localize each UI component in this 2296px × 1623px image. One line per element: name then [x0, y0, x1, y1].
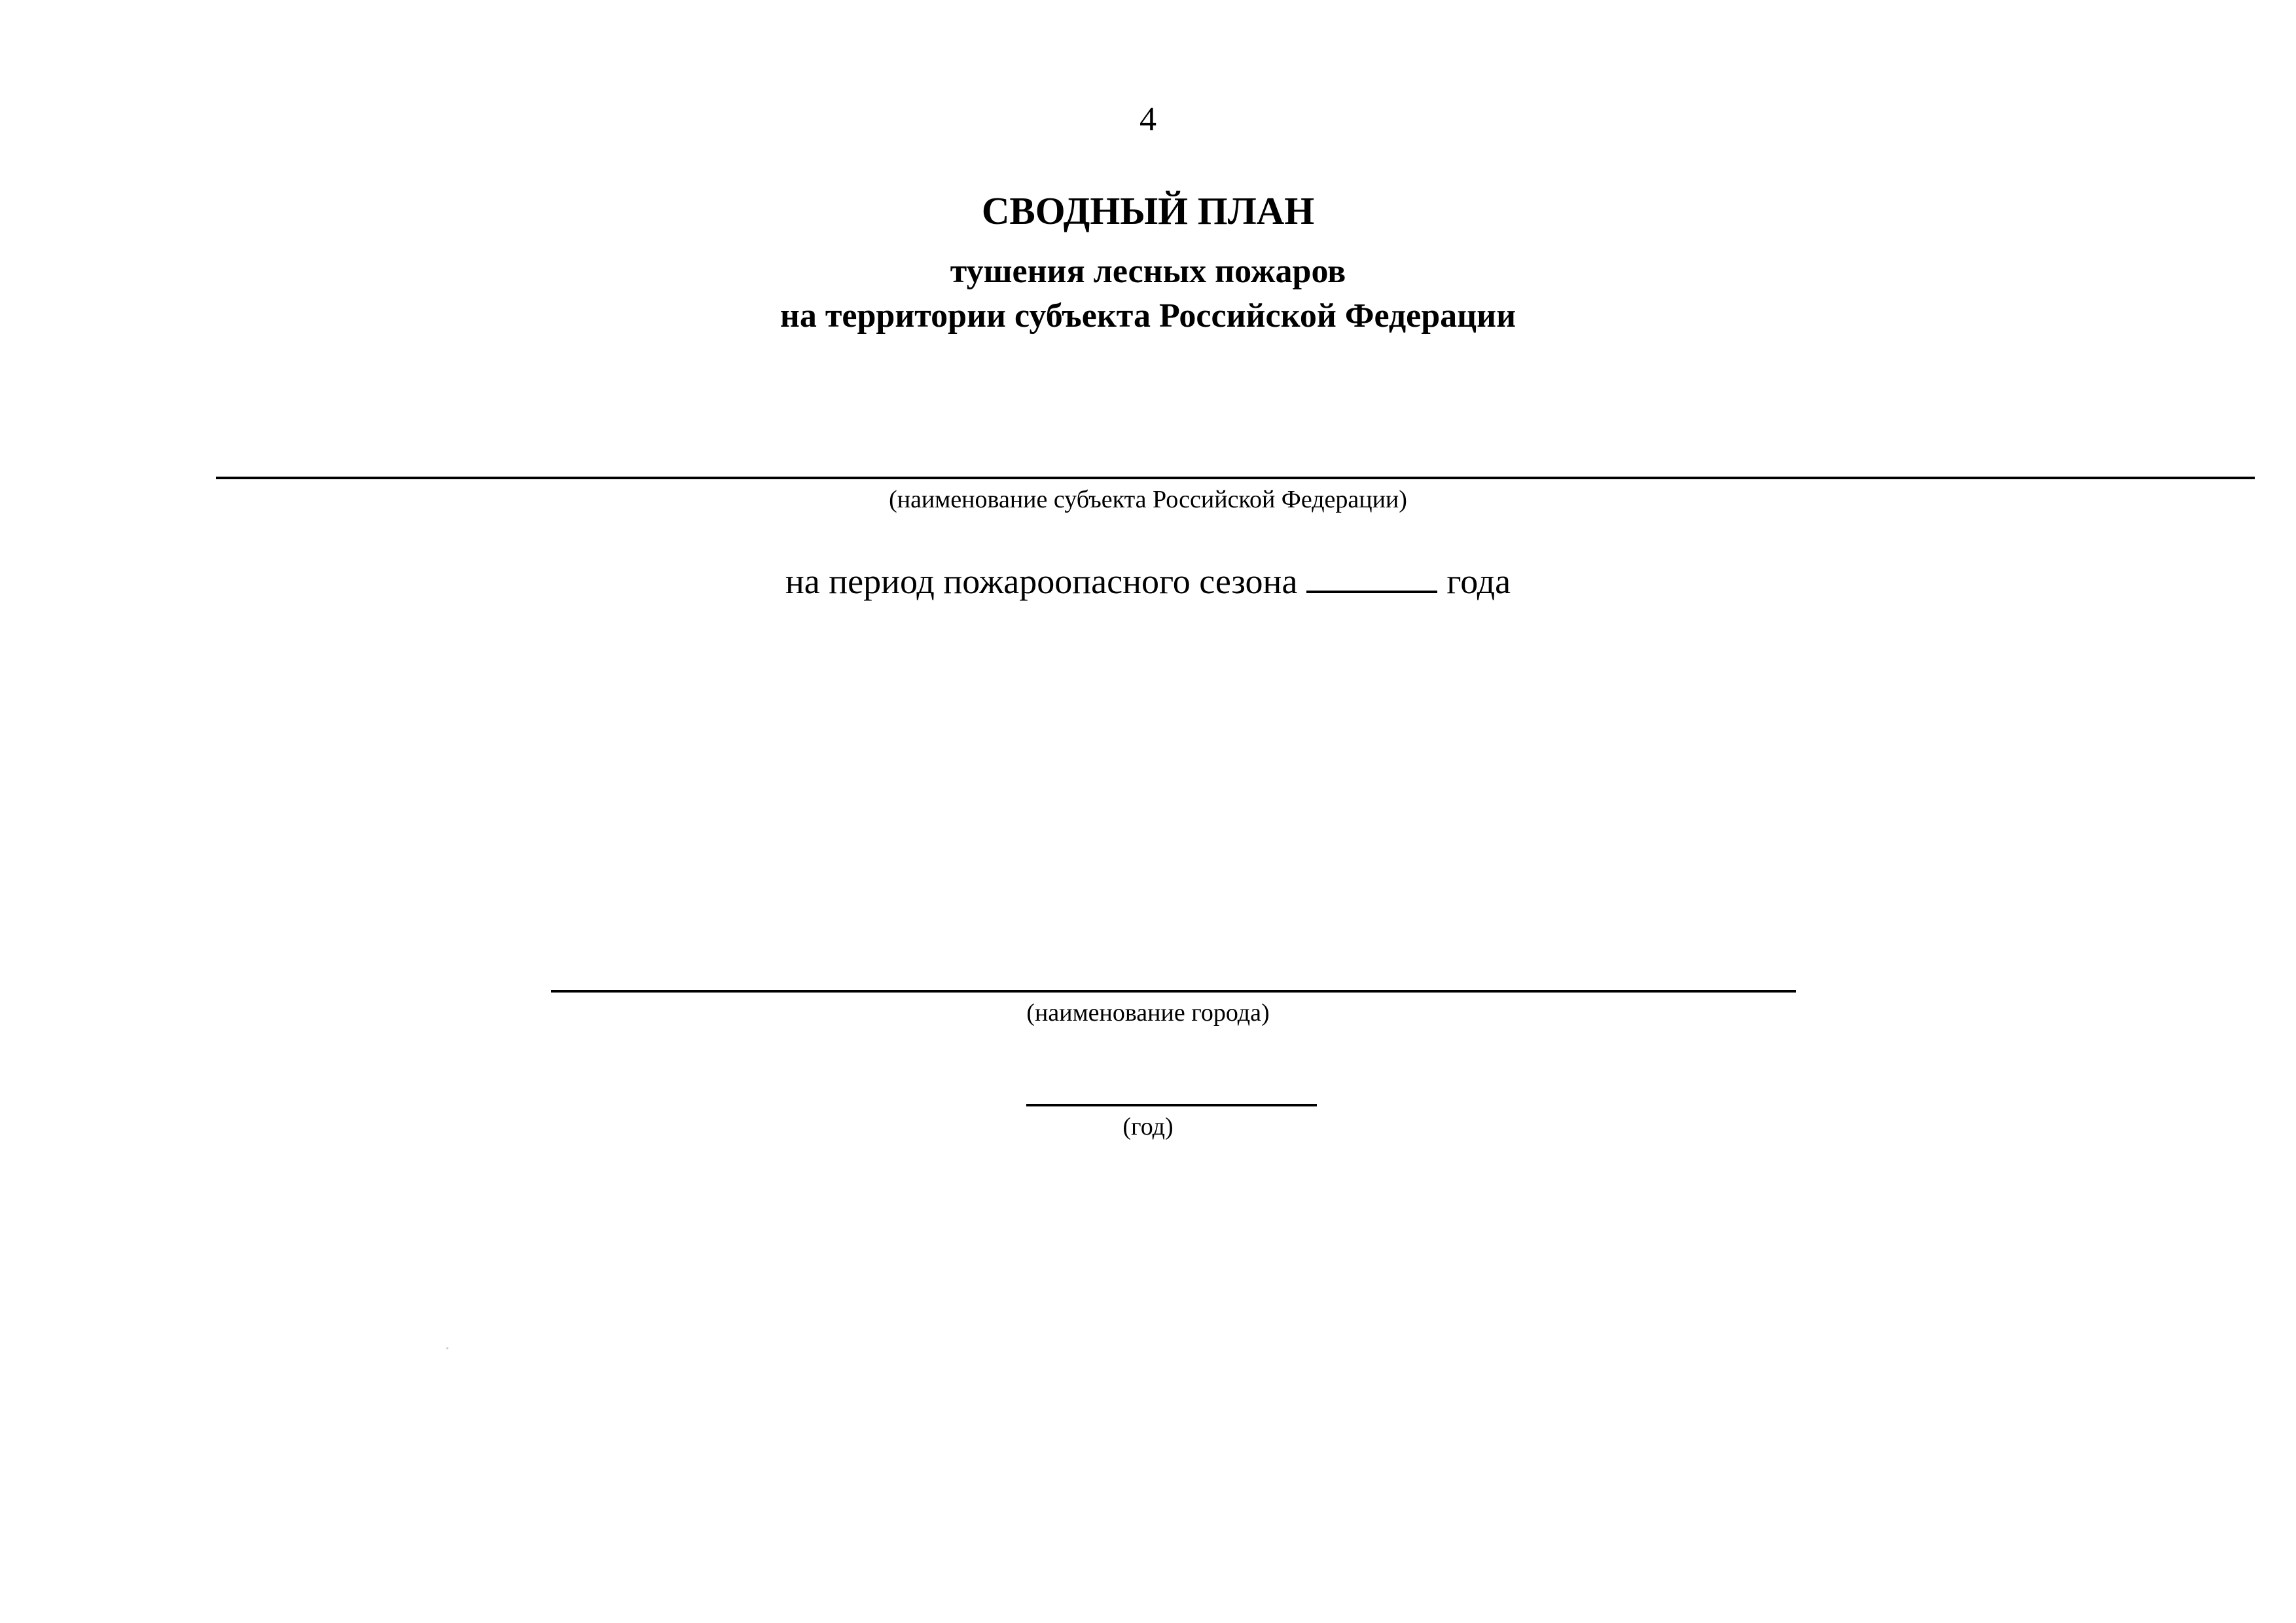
- year-caption: (год): [1122, 1113, 1174, 1140]
- season-period-row: [0, 555, 2296, 608]
- city-name-caption: (наименование города): [1026, 999, 1270, 1027]
- season-period-prefix: на период пожароопасного сезона: [785, 562, 1298, 601]
- city-name-field-line: [551, 990, 1796, 993]
- page-number: 4: [1139, 101, 1157, 138]
- season-period-suffix: года: [1446, 562, 1511, 601]
- document-title: СВОДНЫЙ ПЛАН: [981, 189, 1315, 232]
- scan-speck: [446, 1347, 448, 1349]
- season-year-blank: [1306, 556, 1437, 593]
- subject-name-caption: (наименование субъекта Российской Федерации): [889, 486, 1407, 513]
- year-field-line: [1026, 1104, 1317, 1106]
- document-subtitle-line-1: тушения лесных пожаров: [950, 253, 1346, 290]
- document-subtitle-line-2: на территории субъекта Российской Федерации: [780, 297, 1516, 335]
- subject-name-field-line: [216, 477, 2255, 479]
